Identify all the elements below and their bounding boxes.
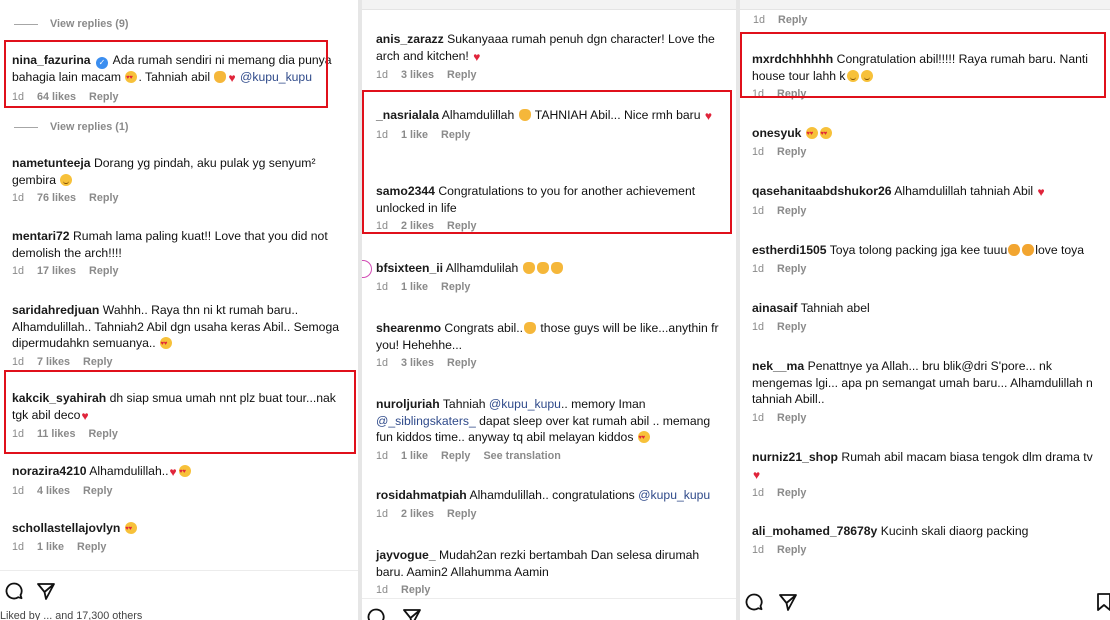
mention-link[interactable]: @kupu_kupu <box>638 488 711 502</box>
comment-text: Ada rumah sendiri ni memang dia punya bahagia lain macam <box>12 53 332 84</box>
comment-item <box>752 300 1110 333</box>
comment-username[interactable]: nurniz21_shop <box>752 450 839 464</box>
comment-item <box>12 228 358 277</box>
comment-text: Tahniah <box>442 397 486 411</box>
reply-button[interactable]: Reply <box>77 540 107 553</box>
comment-username[interactable]: samo2344 <box>376 184 435 198</box>
comment-meta <box>376 69 736 81</box>
comment-text: Sukanyaaa rumah penuh dgn character! Love the arch and kitchen! <box>376 32 715 63</box>
comment-username[interactable]: anis_zarazz <box>376 32 444 46</box>
comment-time: 1d <box>12 265 25 277</box>
reply-button[interactable]: Reply <box>777 320 807 333</box>
likes-count[interactable]: 64 likes <box>37 90 77 103</box>
share-paper-plane-icon[interactable] <box>402 607 422 620</box>
comment-username[interactable]: nuroljuriah <box>376 397 440 411</box>
reply-button[interactable]: Reply <box>777 204 807 217</box>
comment-username[interactable]: nek__ma <box>752 359 805 373</box>
comment-time: 1d <box>376 69 389 81</box>
comment-time: 1d <box>12 484 25 497</box>
praying-hands-emoji-icon <box>537 262 549 274</box>
comment-item <box>752 242 1110 275</box>
comment-text: those guys will be like...anythin fr you! Hehehhe... <box>376 321 719 352</box>
reply-button[interactable]: Reply <box>441 128 471 141</box>
likes-count[interactable]: 2 likes <box>401 507 435 520</box>
comment-text: Toya tolong packing jga kee tuuu <box>829 243 1008 257</box>
comment-username[interactable]: ali_mohamed_78678y <box>752 524 878 538</box>
comment-meta <box>12 356 358 368</box>
comment-text: TAHNIAH Abil... Nice rmh baru <box>534 108 701 122</box>
likes-count[interactable]: 11 likes <box>37 428 76 440</box>
reply-button[interactable]: Reply <box>89 90 119 103</box>
panel-top-edge <box>740 0 1110 10</box>
comment-text: Penattnye ya Allah... bru blik@dri S'pore... nk mengemas lgi... apa pn semangat umah baru... Alhamdulillah n tahniah Abill.. <box>752 359 1093 406</box>
comment-time: 1d <box>376 357 389 369</box>
comment-meta <box>376 584 736 596</box>
comment-text: .. memory Iman <box>560 397 646 411</box>
comment-text: Rumah abil macam biasa tengok dlm drama tv <box>841 450 1093 464</box>
comment-meta <box>376 281 736 293</box>
comment-item <box>376 487 736 520</box>
likes-count[interactable]: 7 likes <box>37 355 71 368</box>
highlight-box <box>362 90 732 234</box>
comment-time: 1d <box>376 128 389 141</box>
comment-text: love toya <box>1035 243 1085 257</box>
heart-eyes-emoji-icon <box>638 431 650 443</box>
comment-time: 1d <box>752 320 765 333</box>
heart-eyes-emoji-icon <box>820 127 832 139</box>
reply-button[interactable]: Reply <box>777 145 807 158</box>
heart-eyes-emoji-icon <box>125 522 137 534</box>
reply-button[interactable]: Reply <box>777 262 807 275</box>
comment-meta <box>752 263 1110 275</box>
reply-button[interactable]: Reply <box>89 192 119 204</box>
reply-button[interactable]: Reply <box>777 487 807 499</box>
comment-item <box>376 396 736 462</box>
comment-username[interactable]: shearenmo <box>376 321 442 335</box>
comment-text: Congrats abil.. <box>444 321 524 335</box>
likes-count[interactable]: 1 like <box>401 128 429 141</box>
comment-meta <box>752 544 1110 556</box>
comment-username[interactable]: _nasrialala <box>376 108 440 122</box>
comment-item <box>376 547 736 596</box>
likes-count[interactable]: 76 likes <box>37 192 77 204</box>
comment-meta <box>753 14 817 26</box>
grin-emoji-icon <box>60 174 72 186</box>
comment-time: 1d <box>752 543 765 556</box>
reply-button[interactable]: Reply <box>401 584 431 596</box>
comment-time: 1d <box>752 487 765 499</box>
praying-hands-emoji-icon <box>551 262 563 274</box>
divider-line <box>14 24 38 25</box>
heart-emoji-icon: ♥ <box>81 408 89 423</box>
post-action-bar <box>0 570 358 606</box>
comment-text: Congratulations to you for another achievement unlocked in life <box>376 184 696 215</box>
comment-time: 1d <box>376 449 389 462</box>
likes-count[interactable]: 3 likes <box>401 357 435 369</box>
reply-button[interactable]: Reply <box>778 14 808 26</box>
comment-username[interactable]: schollastellajovlyn <box>12 521 121 535</box>
comment-text: Alhamdulillah <box>441 108 515 122</box>
likes-count[interactable]: 3 likes <box>401 69 435 81</box>
comment-time: 1d <box>752 411 765 424</box>
comment-username[interactable]: rosidahmatpiah <box>376 488 467 502</box>
comment-username[interactable]: qasehanitaabdshukor26 <box>752 184 892 198</box>
comment-meta <box>752 205 1110 217</box>
highlight-box <box>4 370 356 454</box>
comment-text: dh siap smua umah nnt plz buat tour...nak tgk abil deco <box>12 391 336 422</box>
reply-button[interactable]: Reply <box>89 265 119 277</box>
comment-time: 1d <box>12 192 25 204</box>
comment-time: 1d <box>12 355 25 368</box>
reply-button[interactable]: Reply <box>88 428 118 440</box>
comment-text: Mudah2an rezki bertambah Dan selesa dirumah baru. Aamin2 Allahumma Aamin <box>376 548 700 579</box>
comment-item <box>752 125 1110 158</box>
comment-meta <box>752 321 1110 333</box>
comment-time: 1d <box>376 220 389 232</box>
view-replies-toggle[interactable]: View replies (1) <box>14 121 128 133</box>
reply-button[interactable]: Reply <box>83 484 113 497</box>
heart-eyes-emoji-icon <box>806 127 818 139</box>
hand-emoji-icon <box>524 322 536 334</box>
comment-time: 1d <box>376 507 389 520</box>
comment-text: Alhamdulillah.. congratulations <box>469 488 635 502</box>
comment-item <box>376 320 736 369</box>
share-paper-plane-icon[interactable] <box>778 592 798 612</box>
heart-emoji-icon: ♥ <box>1037 185 1045 199</box>
comments-panel-left <box>0 0 358 620</box>
comment-text: Wahhh.. Raya thn ni kt rumah baru.. Alhamdulillah.. Tahniah2 Abil dgn usaha keras Abil.. Semoga dipermudahkn semuanya.. <box>12 303 340 350</box>
comment-username[interactable]: mentari72 <box>12 229 70 243</box>
comments-panel-middle <box>362 0 736 620</box>
heart-eyes-emoji-icon <box>179 465 191 477</box>
comment-item <box>752 358 1110 424</box>
comment-time: 1d <box>12 90 25 103</box>
comment-item <box>752 449 1110 499</box>
comment-meta <box>12 192 358 204</box>
highlight-box <box>4 40 328 108</box>
post-action-bar <box>362 598 736 620</box>
reply-button[interactable]: Reply <box>83 355 113 368</box>
see-translation-button[interactable]: See translation <box>483 449 561 462</box>
mention-link[interactable]: @kupu_kupu <box>239 70 312 84</box>
comment-text: Alhamdulillah tahniah Abil <box>894 184 1034 198</box>
cat-emoji-icon <box>1022 244 1034 256</box>
liked-by-text[interactable]: Liked by ... and 17,300 others <box>0 610 143 620</box>
heart-emoji-icon: ♥ <box>169 465 177 479</box>
likes-count[interactable]: 1 like <box>37 540 65 553</box>
comment-username[interactable]: ainasaif <box>752 301 798 315</box>
comment-text: Allhamdulilah <box>445 261 519 275</box>
comment-text: Rumah lama paling kuat!! Love that you did not demolish the arch!!!! <box>12 229 328 260</box>
avatar[interactable] <box>362 260 372 278</box>
comment-meta <box>376 508 736 520</box>
comment-bubble-icon[interactable] <box>366 607 386 620</box>
comment-time: 1d <box>752 88 765 100</box>
comment-item <box>376 31 736 81</box>
heart-emoji-icon: ♥ <box>753 467 761 482</box>
view-replies-toggle[interactable]: View replies (9) <box>14 18 128 30</box>
comment-text: Tahniah abel <box>800 301 870 315</box>
likes-count[interactable]: 1 like <box>401 449 429 462</box>
reply-button[interactable]: Reply <box>447 69 477 81</box>
comment-item <box>12 520 358 553</box>
mention-link[interactable]: @kupu_kupu <box>488 397 561 411</box>
comment-username[interactable]: nina_fazurina <box>12 53 91 67</box>
comment-item <box>752 523 1110 556</box>
reply-button[interactable]: Reply <box>777 543 807 556</box>
reply-button[interactable]: Reply <box>441 449 471 462</box>
comment-text: dapat sleep over kat rumah abil .. memang fun kiddos time.. anyway tq abil melayan kiddos <box>376 413 711 444</box>
highlight-box <box>740 32 1106 98</box>
comment-username[interactable]: jayvogue_ <box>376 548 436 562</box>
comments-panel-right <box>740 0 1110 620</box>
reply-button[interactable]: Reply <box>447 507 477 520</box>
comment-bubble-icon[interactable] <box>4 581 24 601</box>
reply-button[interactable]: Reply <box>441 280 471 293</box>
share-paper-plane-icon[interactable] <box>36 581 56 601</box>
comment-time: 1d <box>376 280 389 293</box>
comment-item <box>12 302 358 368</box>
comment-meta <box>12 541 358 553</box>
reply-button[interactable]: Reply <box>447 357 477 369</box>
comment-time: 1d <box>752 145 765 158</box>
comment-time: 1d <box>753 14 766 26</box>
comment-username[interactable]: saridahredjuan <box>12 303 100 317</box>
comment-time: 1d <box>12 428 25 440</box>
comment-meta <box>12 265 358 277</box>
likes-count[interactable]: 1 like <box>401 280 429 293</box>
comment-text: . Tahniah abil <box>138 70 211 84</box>
reply-button[interactable]: Reply <box>777 411 807 424</box>
comment-meta <box>752 487 1110 499</box>
heart-emoji-icon: ♥ <box>704 109 713 123</box>
comment-username[interactable]: kakcik_syahirah <box>12 391 107 405</box>
reply-button[interactable]: Reply <box>777 88 807 100</box>
praying-hands-emoji-icon <box>523 262 535 274</box>
comment-text: Alhamdulillah.. <box>89 464 169 478</box>
comment-time: 1d <box>376 584 389 596</box>
heart-emoji-icon: ♥ <box>473 49 481 64</box>
likes-count[interactable]: 17 likes <box>37 265 77 277</box>
bookmark-icon[interactable] <box>1096 592 1110 612</box>
comment-text: Dorang yg pindah, aku pulak yg senyum² gembira <box>12 156 316 187</box>
reply-button[interactable]: Reply <box>447 220 477 232</box>
comment-username[interactable]: norazira4210 <box>12 464 87 478</box>
cat-emoji-icon <box>1008 244 1020 256</box>
comment-meta <box>376 450 736 462</box>
comment-username[interactable]: onesyuk <box>752 126 802 140</box>
comment-meta <box>12 485 358 497</box>
panel-top-edge <box>362 0 736 10</box>
comment-item <box>376 260 736 293</box>
heart-eyes-emoji-icon <box>160 337 172 349</box>
likes-count[interactable]: 2 likes <box>401 220 435 232</box>
verified-badge-icon: ✓ <box>96 57 108 69</box>
comment-bubble-icon[interactable] <box>744 592 764 612</box>
comment-item <box>12 463 358 497</box>
comment-time: 1d <box>752 204 765 217</box>
comment-meta <box>376 357 736 369</box>
comment-username[interactable]: nametunteeja <box>12 156 91 170</box>
divider-line <box>14 127 38 128</box>
comment-item <box>752 183 1110 217</box>
mention-link[interactable]: @_siblingskaters_ <box>376 413 476 428</box>
comment-username[interactable]: bfsixteen_ii <box>376 261 444 275</box>
post-action-bar <box>740 580 1110 616</box>
comment-time: 1d <box>752 262 765 275</box>
comment-item <box>12 155 358 204</box>
comment-time: 1d <box>12 540 25 553</box>
likes-count[interactable]: 4 likes <box>37 484 71 497</box>
comment-username[interactable]: estherdi1505 <box>752 243 827 257</box>
comment-text: Congratulation abil!!!!! Raya rumah baru. Nanti house tour lahh k <box>752 52 1088 83</box>
comment-username[interactable]: mxrdchhhhhh <box>752 52 834 66</box>
comment-text: Kucinh skali diaorg packing <box>880 524 1029 538</box>
heart-emoji-icon: ♥ <box>228 71 236 85</box>
comment-meta <box>752 146 1110 158</box>
comment-meta <box>752 412 1110 424</box>
